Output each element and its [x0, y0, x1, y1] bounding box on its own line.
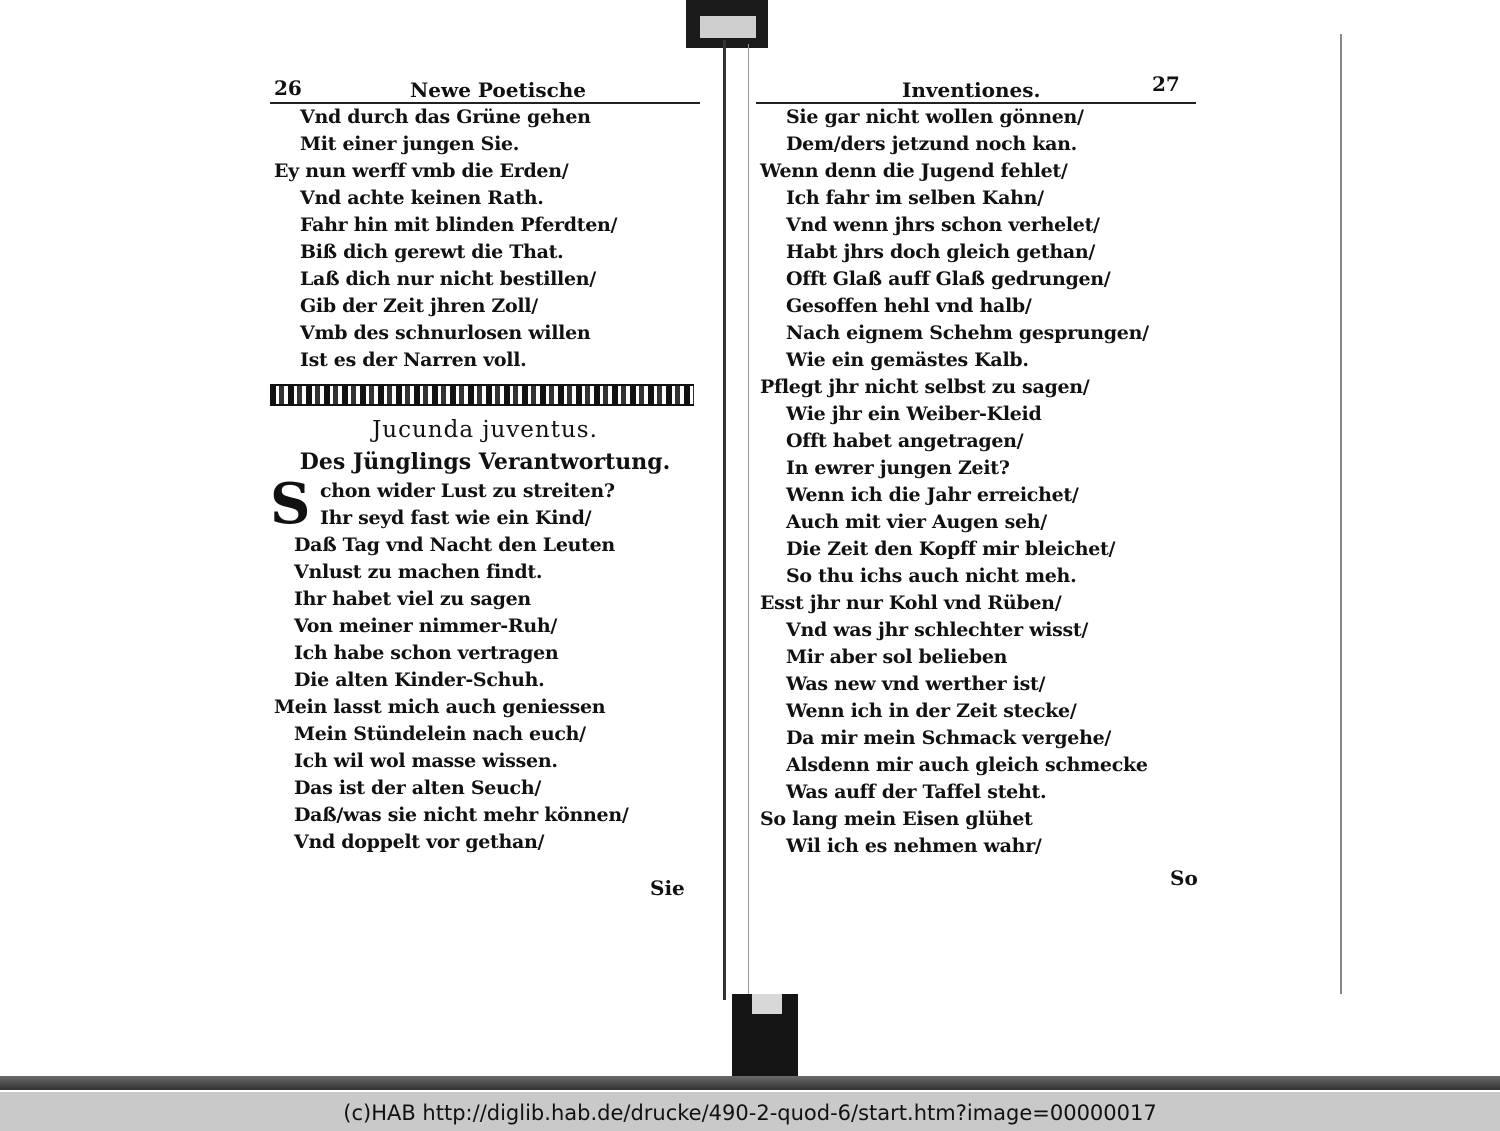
verse-line: Mit einer jungen Sie.	[300, 133, 520, 155]
verse-line: Mein lasst mich auch geniessen	[274, 696, 606, 718]
left-verse-block-2	[270, 532, 700, 856]
verse-line: Ist es der Narren voll.	[300, 349, 527, 371]
verse-line: Wenn ich in der Zeit stecke/	[786, 700, 1077, 722]
verse-line: Sie gar nicht wollen gönnen/	[786, 106, 1084, 128]
scan-clip-top	[700, 16, 756, 38]
verse-line: In ewrer jungen Zeit?	[786, 457, 1010, 479]
right-page-edge	[748, 44, 749, 994]
left-page	[270, 72, 700, 856]
verse-line: Wil ich es nehmen wahr/	[786, 835, 1042, 857]
gutter-fold	[723, 40, 726, 1000]
verse-line: Vnd was jhr schlechter wisst/	[786, 619, 1088, 641]
verse-line: Wenn denn die Jugend fehlet/	[760, 160, 1068, 182]
verse-line: chon wider Lust zu streiten?	[320, 480, 615, 502]
verse-line: Wie ein gemästes Kalb.	[786, 349, 1029, 371]
verse-line: Ey nun werff vmb die Erden/	[274, 160, 569, 182]
verse-line: Vmb des schnurlosen willen	[300, 322, 591, 344]
verse-line: Ich habe schon vertragen	[294, 642, 559, 664]
left-catchword: Sie	[650, 876, 685, 900]
verse-line: Was new vnd werther ist/	[786, 673, 1046, 695]
verse-line: Laß dich nur nicht bestillen/	[300, 268, 596, 290]
verse-line: Esst jhr nur Kohl vnd Rüben/	[760, 592, 1062, 614]
right-page-number: 27	[1152, 72, 1180, 96]
verse-line: Daß Tag vnd Nacht den Leuten	[294, 534, 615, 556]
right-running-head	[756, 72, 1196, 104]
verse-line: Gesoffen hehl vnd halb/	[786, 295, 1032, 317]
verse-line: Daß/was sie nicht mehr können/	[294, 804, 629, 826]
verse-line: Das ist der alten Seuch/	[294, 777, 541, 799]
scan-clip-bottom	[752, 994, 782, 1014]
scan-bottom-band	[0, 1076, 1500, 1090]
dropcap-stanza	[270, 471, 700, 537]
verse-line: Mein Stündelein nach euch/	[294, 723, 586, 745]
poem-latin-title: Jucunda juventus.	[372, 417, 598, 443]
verse-line: Ihr habet viel zu sagen	[294, 588, 531, 610]
verse-line: Vnd achte keinen Rath.	[300, 187, 544, 209]
right-catchword: So	[1170, 866, 1198, 890]
verse-line: Vnd wenn jhrs schon verhelet/	[786, 214, 1100, 236]
verse-line: Nach eignem Schehm gesprungen/	[786, 322, 1149, 344]
verse-line: So lang mein Eisen glühet	[760, 808, 1033, 830]
verse-line: Pflegt jhr nicht selbst zu sagen/	[760, 376, 1090, 398]
verse-line: Vnlust zu machen findt.	[294, 561, 543, 583]
verse-line: Vnd durch das Grüne gehen	[300, 106, 591, 128]
left-running-head	[270, 72, 700, 104]
verse-line: Offt habet angetragen/	[786, 430, 1024, 452]
verse-line: Vnd doppelt vor gethan/	[294, 831, 545, 853]
verse-line: Ich wil wol masse wissen.	[294, 750, 558, 772]
right-verse-block	[756, 104, 1196, 860]
verse-line: Offt Glaß auff Glaß gedrungen/	[786, 268, 1111, 290]
verse-line: Wenn ich die Jahr erreichet/	[786, 484, 1079, 506]
verse-line: Die Zeit den Kopff mir bleichet/	[786, 538, 1116, 560]
poem-german-title: Des Jünglings Verantwortung.	[299, 449, 671, 475]
right-page	[756, 72, 1196, 860]
verse-line: Ihr seyd fast wie ein Kind/	[320, 507, 592, 529]
ornamental-divider	[270, 384, 694, 406]
verse-line: Alsdenn mir auch gleich schmecke	[786, 754, 1148, 776]
verse-line: Habt jhrs doch gleich gethan/	[786, 241, 1096, 263]
verse-line: Biß dich gerewt die That.	[300, 241, 564, 263]
verse-line: Da mir mein Schmack vergehe/	[786, 727, 1112, 749]
verse-line: Was auff der Taffel steht.	[786, 781, 1047, 803]
verse-line: Auch mit vier Augen seh/	[786, 511, 1047, 533]
verse-line: Von meiner nimmer-Ruh/	[294, 615, 558, 637]
verse-line: Ich fahr im selben Kahn/	[786, 187, 1044, 209]
source-footer: (c)HAB http://diglib.hab.de/drucke/490-2-quod-6/start.htm?image=00000017	[0, 1092, 1500, 1131]
verse-line: Wie jhr ein Weiber-Kleid	[786, 403, 1042, 425]
verse-line: Mir aber sol belieben	[786, 646, 1008, 668]
left-page-number: 26	[274, 76, 302, 100]
drop-cap: S	[270, 471, 311, 537]
left-verse-block-1	[270, 104, 700, 374]
verse-line: Die alten Kinder-Schuh.	[294, 669, 545, 691]
right-running-title: Inventiones.	[902, 78, 1041, 102]
verse-line: So thu ichs auch nicht meh.	[786, 565, 1077, 587]
page-outer-edge	[1340, 34, 1342, 994]
verse-line: Gib der Zeit jhren Zoll/	[300, 295, 538, 317]
verse-line: Dem/ders jetzund noch kan.	[786, 133, 1077, 155]
verse-line: Fahr hin mit blinden Pferdten/	[300, 214, 618, 236]
left-running-title: Newe Poetische	[410, 78, 587, 102]
